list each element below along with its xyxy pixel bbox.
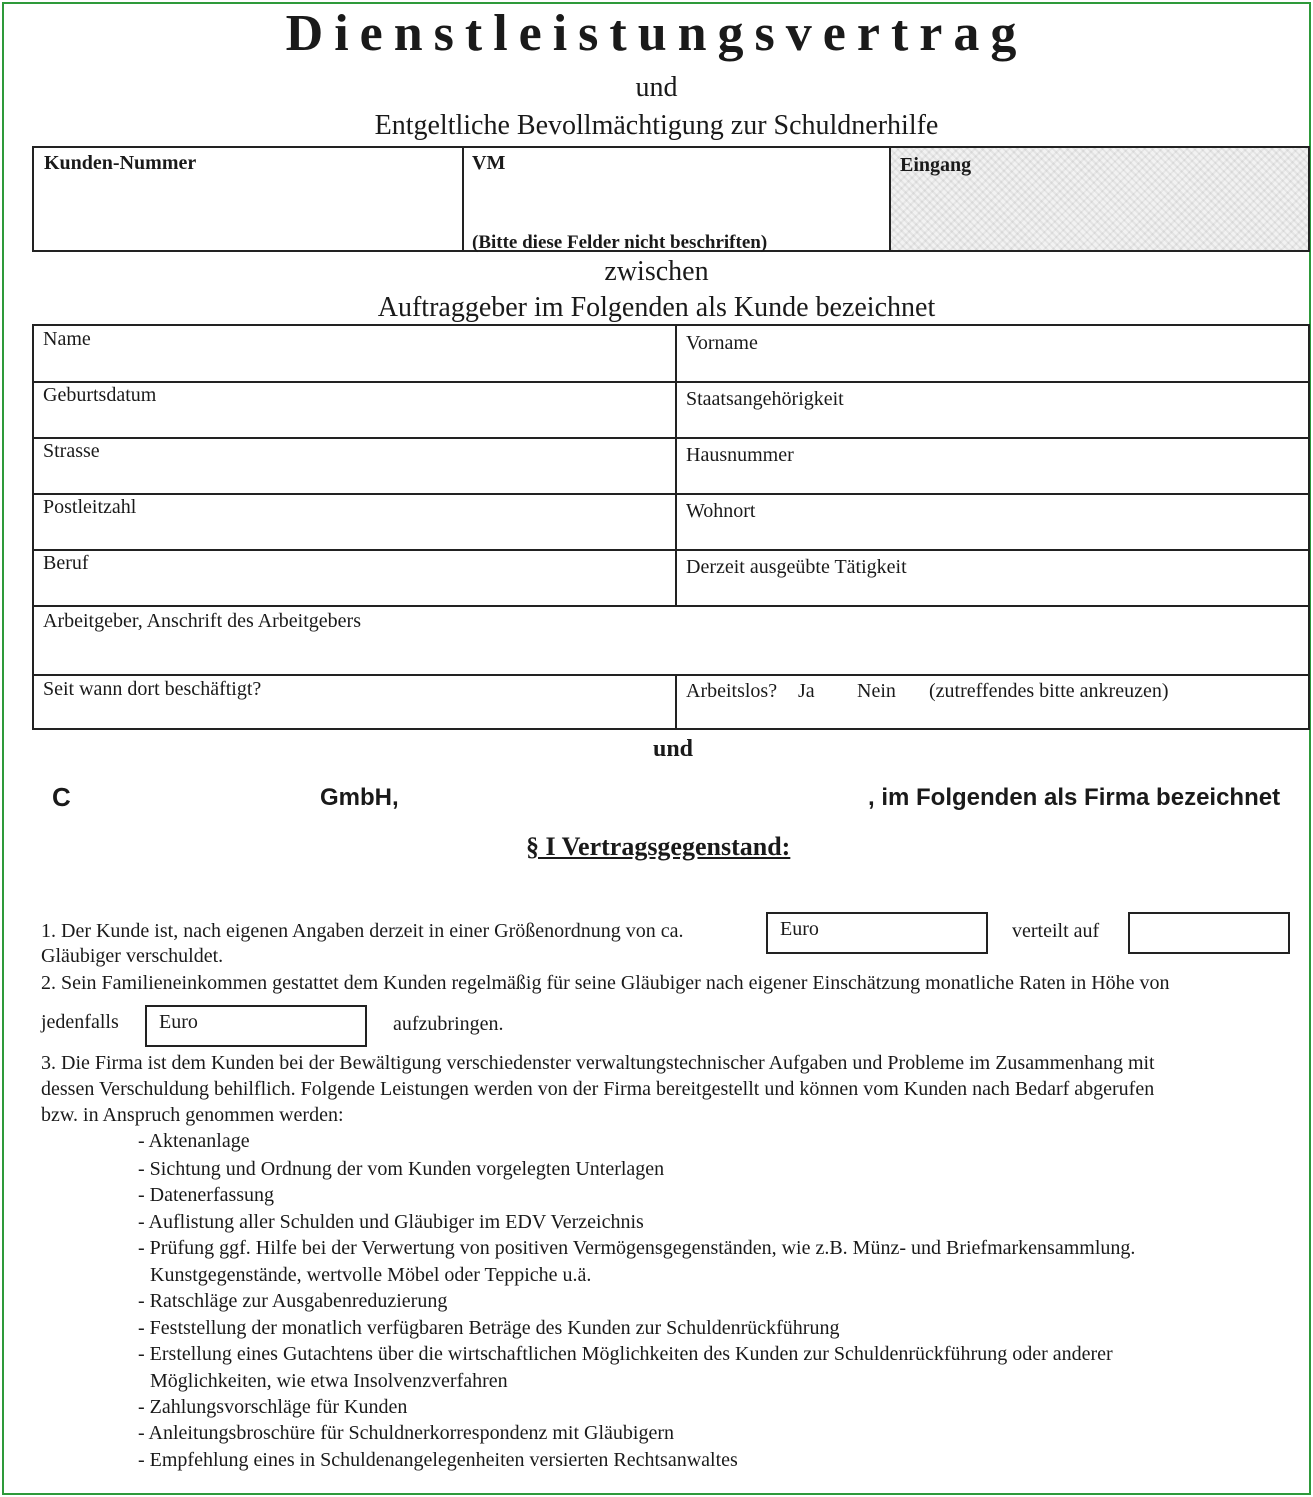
service-item: - Sichtung und Ordnung der vom Kunden vorgelegten Unterlagen xyxy=(138,1158,665,1180)
euro-unit: Euro xyxy=(159,1011,198,1033)
firma-c: C xyxy=(52,782,71,812)
para3-line3: bzw. in Anspruch genommen werden: xyxy=(41,1104,344,1126)
arbeitslos-label: Arbeitslos? xyxy=(686,680,778,702)
staatsangehoerigkeit-field[interactable]: Staatsangehörigkeit xyxy=(686,388,844,410)
document-title: Dienstleistungsvertrag xyxy=(285,5,1028,62)
eingang-label: Eingang xyxy=(900,154,972,176)
auftraggeber-line: Auftraggeber im Folgenden als Kunde bezeichnet xyxy=(377,292,936,323)
service-item-continuation: Kunstgegenstände, wertvolle Möbel oder Teppiche u.ä. xyxy=(150,1264,592,1286)
debt-amount-field[interactable] xyxy=(766,912,988,954)
service-item: - Prüfung ggf. Hilfe bei der Verwertung von positiven Vermögensgegenständen, wie z.B. Münz- und Briefmarkensammlung. xyxy=(138,1237,1136,1259)
firma-gmbh: GmbH, xyxy=(320,784,399,811)
name-field[interactable]: Name xyxy=(43,328,91,350)
service-item: - Zahlungsvorschläge für Kunden xyxy=(138,1396,408,1418)
column-divider xyxy=(675,674,677,728)
geburtsdatum-field[interactable]: Geburtsdatum xyxy=(43,384,157,406)
monthly-rate-field[interactable] xyxy=(145,1005,367,1047)
office-divider-1 xyxy=(462,148,464,250)
postleitzahl-field[interactable]: Postleitzahl xyxy=(43,496,137,518)
service-item: - Datenerfassung xyxy=(138,1184,275,1206)
creditor-count-field[interactable] xyxy=(1128,912,1290,954)
section-heading: § I Vertragsgegenstand: xyxy=(526,832,791,861)
seit-wann-field[interactable]: Seit wann dort beschäftigt? xyxy=(43,678,262,700)
service-item: - Aktenanlage xyxy=(138,1130,250,1152)
para3-line2: dessen Verschuldung behilflich. Folgende Leistungen werden von der Firma bereitgestellt und können vom Kunden nach Bedarf abgerufen xyxy=(41,1078,1155,1100)
kunden-nummer-label: Kunden-Nummer xyxy=(44,152,197,174)
arbeitslos-ja-option[interactable]: Ja xyxy=(798,680,815,702)
euro-unit: Euro xyxy=(780,918,819,940)
para2-text: 2. Sein Familieneinkommen gestattet dem Kunden regelmäßig für seine Gläubiger nach eigener Einschätzung monatliche Raten in Höhe von xyxy=(41,972,1170,994)
column-divider xyxy=(675,326,677,607)
ankreuzen-hint: (zutreffendes bitte ankreuzen) xyxy=(929,680,1169,702)
subtitle-und: und xyxy=(635,72,678,103)
firma-bezeichnet: , im Folgenden als Firma bezeichnet xyxy=(868,784,1281,811)
para1-text-end: Gläubiger verschuldet. xyxy=(41,945,224,967)
row-divider xyxy=(34,605,1308,607)
vorname-field[interactable]: Vorname xyxy=(686,332,758,354)
service-item: - Erstellung eines Gutachtens über die wirtschaftlichen Möglichkeiten des Kunden zur Schuldenrückführung oder anderer xyxy=(138,1343,1113,1365)
vm-label: VM xyxy=(472,152,506,174)
row-divider xyxy=(34,437,1308,439)
arbeitgeber-field[interactable]: Arbeitgeber, Anschrift des Arbeitgebers xyxy=(43,610,361,632)
service-item: - Ratschläge zur Ausgabenreduzierung xyxy=(138,1290,448,1312)
office-note: (Bitte diese Felder nicht beschriften) xyxy=(472,232,768,253)
und-separator: und xyxy=(652,736,694,762)
office-use-box xyxy=(32,146,1310,252)
wohnort-field[interactable]: Wohnort xyxy=(686,500,756,522)
hausnummer-field[interactable]: Hausnummer xyxy=(686,444,794,466)
service-item-continuation: Möglichkeiten, wie etwa Insolvenzverfahren xyxy=(150,1370,508,1392)
verteilt-auf-text: verteilt auf xyxy=(1012,920,1100,942)
row-divider xyxy=(34,493,1308,495)
aufzubringen-text: aufzubringen. xyxy=(393,1013,504,1035)
row-divider xyxy=(34,549,1308,551)
service-item: - Auflistung aller Schulden und Gläubiger im EDV Verzeichnis xyxy=(138,1211,644,1233)
zwischen-text: zwischen xyxy=(604,256,709,287)
service-item: - Empfehlung eines in Schuldenangelegenheiten versierten Rechtsanwaltes xyxy=(138,1449,738,1471)
service-item: - Feststellung der monatlich verfügbaren Beträge des Kunden zur Schuldenrückführung xyxy=(138,1317,840,1339)
beruf-field[interactable]: Beruf xyxy=(43,552,89,574)
arbeitslos-nein-option[interactable]: Nein xyxy=(857,680,896,702)
row-divider xyxy=(34,674,1308,676)
para3-line1: 3. Die Firma ist dem Kunden bei der Bewältigung verschiedenster verwaltungstechnischer Aufgaben und Probleme im Zusammenhang mit xyxy=(41,1052,1155,1074)
customer-data-table xyxy=(32,324,1310,730)
service-item: - Anleitungsbroschüre für Schuldnerkorrespondenz mit Gläubigern xyxy=(138,1422,674,1444)
para1-text: 1. Der Kunde ist, nach eigenen Angaben derzeit in einer Größenordnung von ca. xyxy=(41,920,684,942)
jedenfalls-text: jedenfalls xyxy=(41,1011,119,1033)
strasse-field[interactable]: Strasse xyxy=(43,440,100,462)
taetigkeit-field[interactable]: Derzeit ausgeübte Tätigkeit xyxy=(686,556,907,578)
row-divider xyxy=(34,381,1308,383)
subtitle-line: Entgeltliche Bevollmächtigung zur Schuldnerhilfe xyxy=(374,110,939,141)
